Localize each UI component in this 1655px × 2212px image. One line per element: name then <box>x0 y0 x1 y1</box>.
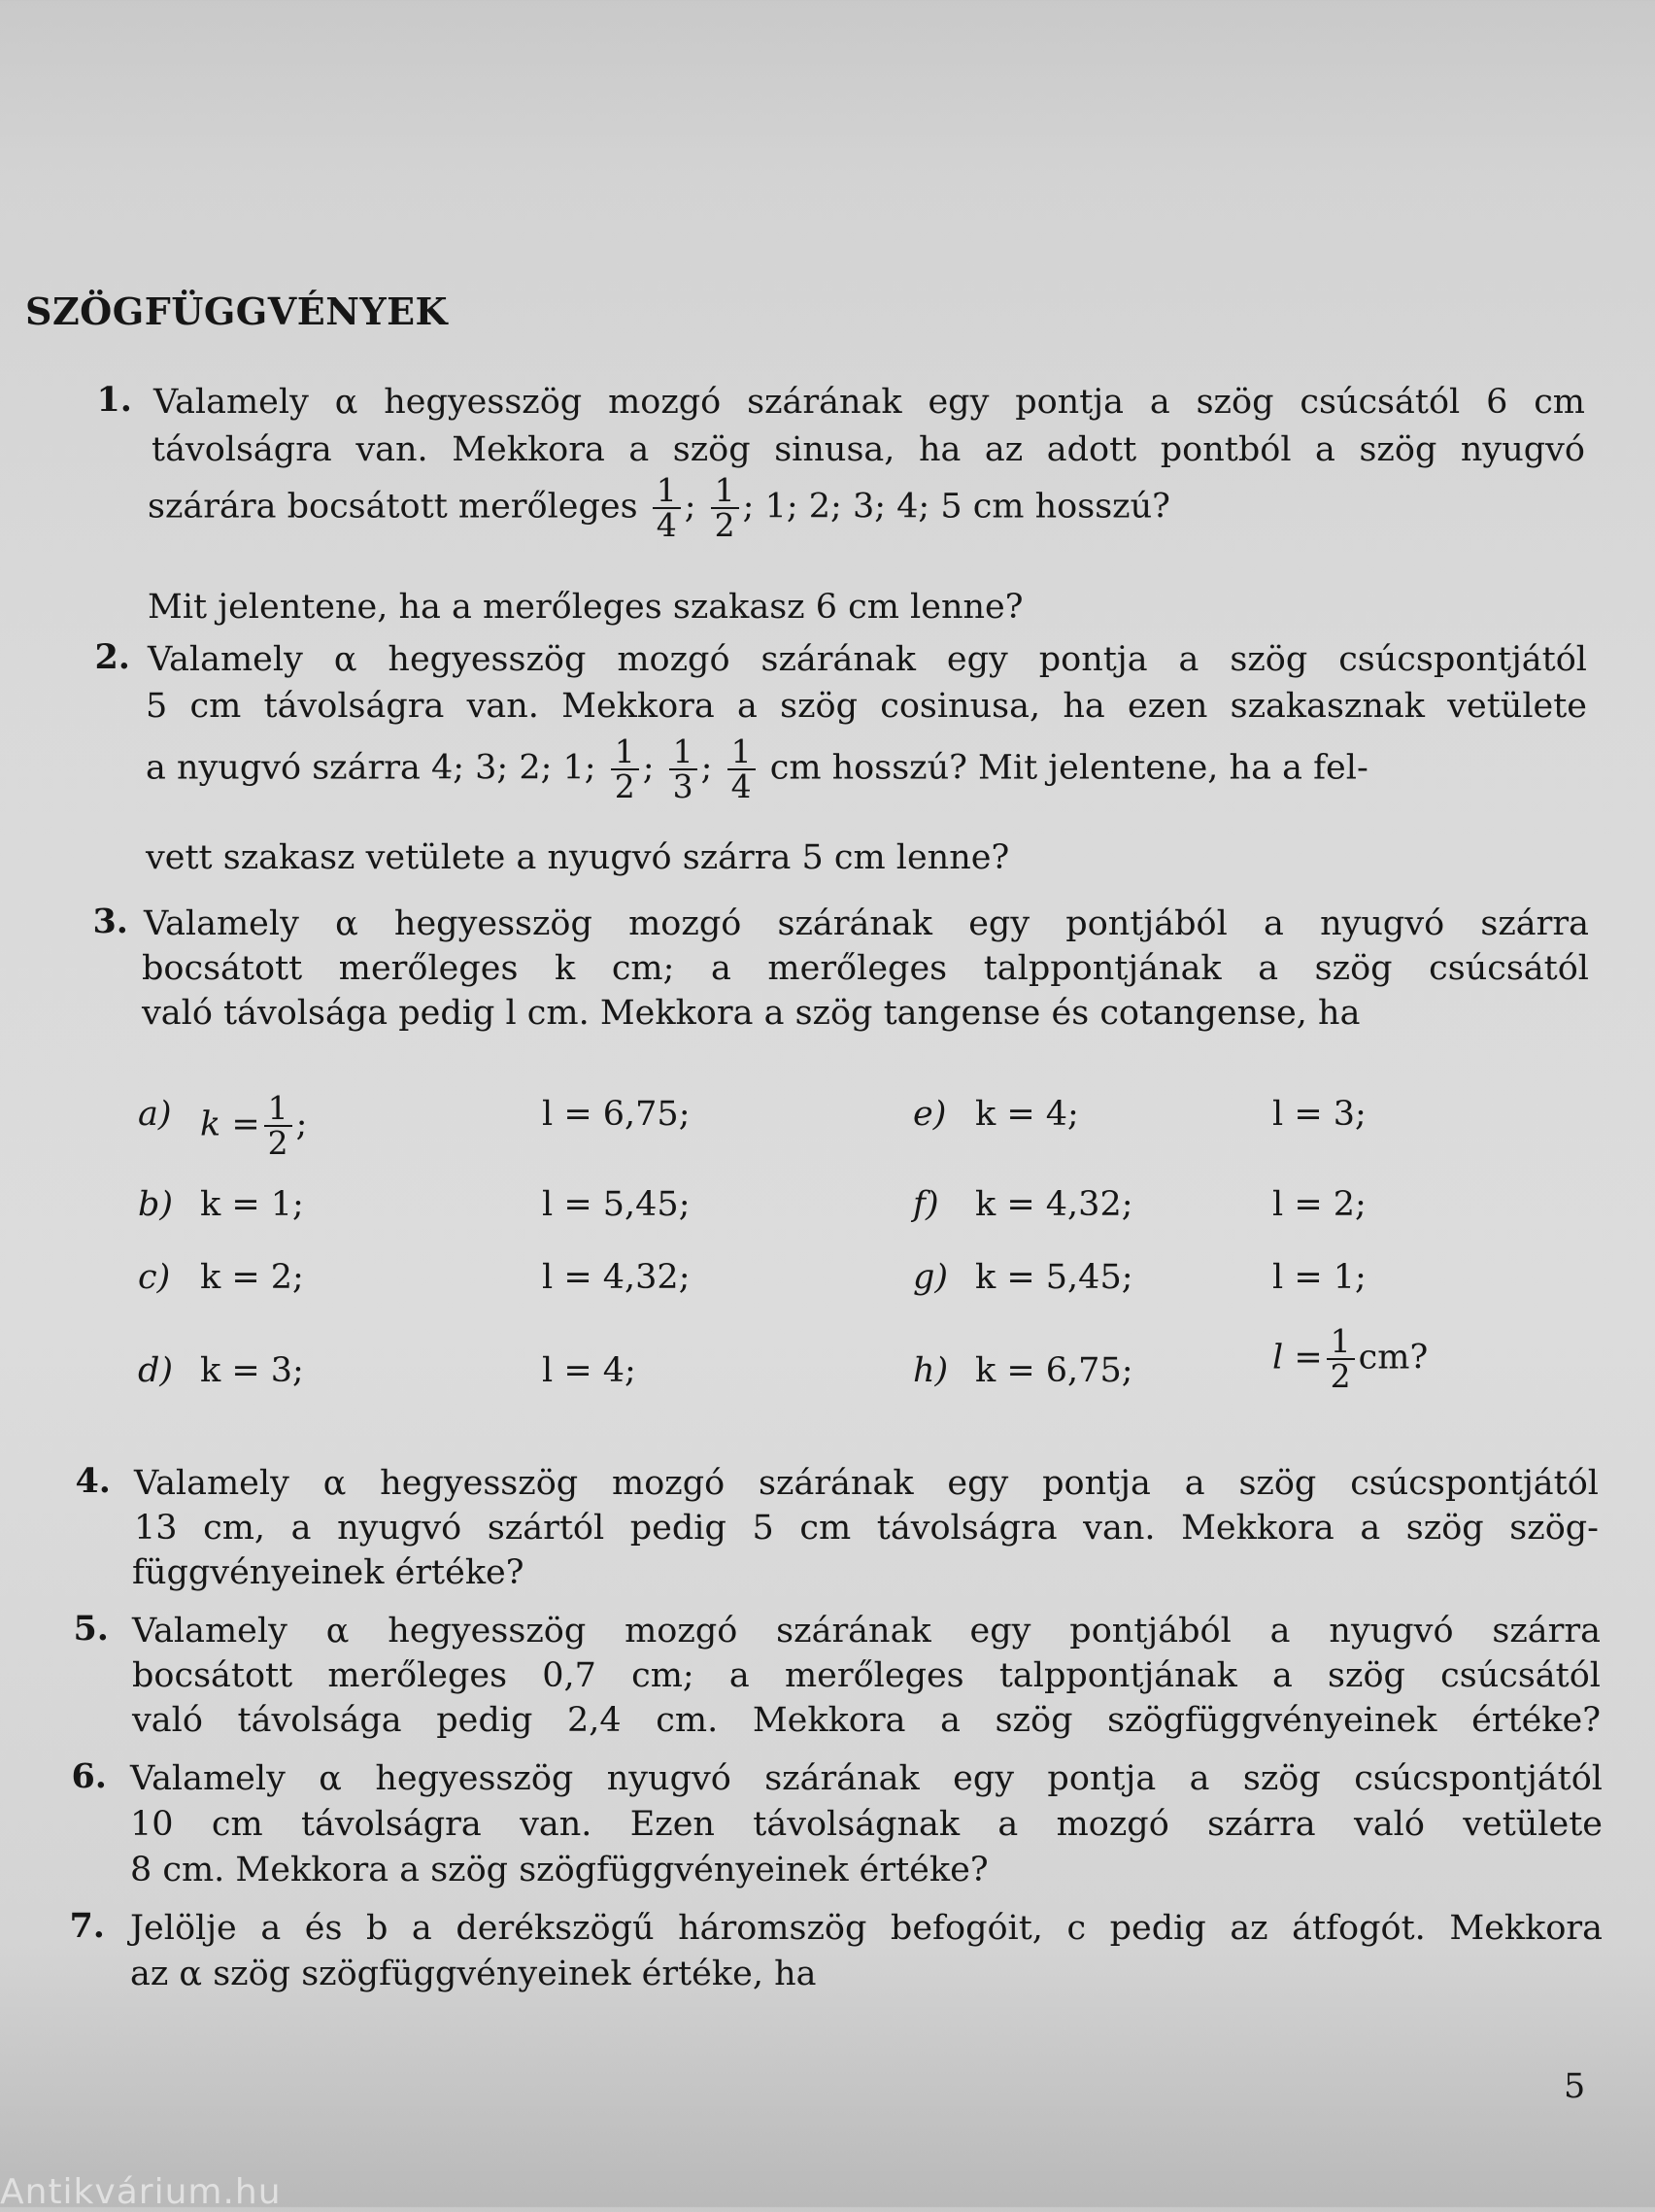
problem-number: 2. <box>94 637 130 677</box>
subitem-label: a) <box>138 1095 172 1134</box>
subitem-label: b) <box>138 1185 174 1224</box>
k-value: k = 6,75; <box>975 1351 1133 1390</box>
l-value: l = 5,45; <box>542 1185 691 1224</box>
problem-number: 1. <box>96 380 132 420</box>
fraction: $\frac{1}{3}$ <box>669 735 697 803</box>
problem-line: Valamely α hegyesszög mozgó szárának egy pontja a szög csúcsától 6 cm <box>153 383 1585 422</box>
page-number: 5 <box>1564 2067 1586 2106</box>
separator: ; <box>642 748 655 788</box>
fraction: $\frac{1}{4}$ <box>727 735 756 803</box>
subitem-label: h) <box>913 1351 949 1390</box>
problem-number: 5. <box>73 1609 109 1649</box>
problem-line: bocsátott merőleges k cm; a merőleges talppontjának a szög csúcsától <box>142 949 1589 988</box>
chapter-heading: SZÖGFÜGGVÉNYEK <box>25 289 449 333</box>
k-value: k = 4; <box>975 1095 1079 1134</box>
subitem-label: e) <box>913 1095 947 1134</box>
subitem-label: g) <box>913 1258 949 1297</box>
fraction: $\frac{1}{2}$ <box>264 1092 292 1160</box>
l-value: l = 4; <box>542 1351 636 1390</box>
problem-line: 10 cm távolságra van. Ezen távolságnak a mozgó szárra való vetülete <box>130 1805 1603 1844</box>
text-segment: a nyugvó szárra 4; 3; 2; 1; <box>146 748 596 788</box>
k-value: k = $\frac{1}{2}$ ; <box>200 1089 308 1162</box>
k-value: k = 1; <box>200 1185 304 1224</box>
problem-line: Mit jelentene, ha a merőleges szakasz 6 cm lenne? <box>148 588 1024 627</box>
l-value: l = 4,32; <box>542 1258 691 1297</box>
problem-number: 4. <box>75 1461 111 1501</box>
problem-line: 8 cm. Mekkora a szög szögfüggvényeinek értéke? <box>130 1851 989 1889</box>
watermark: Antikvárium.hu <box>0 2172 282 2212</box>
problem-line: 5 cm távolságra van. Mekkora a szög cosinusa, ha ezen szakasznak vetülete <box>146 687 1587 726</box>
fraction: $\frac{1}{2}$ <box>611 735 639 803</box>
problem-line: Valamely α hegyesszög mozgó szárának egy pontjából a nyugvó szárra <box>144 904 1589 943</box>
text-segment: ; 1; 2; 3; 4; 5 cm hosszú? <box>742 487 1170 527</box>
problem-line-with-fractions <box>146 732 1368 805</box>
l-value: l = 3; <box>1272 1095 1367 1134</box>
problem-line: való távolsága pedig 2,4 cm. Mekkora a szög szögfüggvényeinek értéke? <box>132 1701 1601 1740</box>
k-value: k = 4,32; <box>975 1185 1133 1224</box>
l-value: l = 1; <box>1272 1258 1367 1297</box>
fraction: $\frac{1}{2}$ <box>711 474 739 542</box>
fraction: $\frac{1}{4}$ <box>653 474 681 542</box>
text-segment: szárára bocsátott merőleges <box>148 487 638 527</box>
text-segment: cm hosszú? Mit jelentene, ha a fel- <box>769 748 1368 788</box>
problem-line: távolságra van. Mekkora a szög sinusa, ha az adott pontból a szög nyugvó <box>152 430 1585 469</box>
problem-line: Valamely α hegyesszög nyugvó szárának egy pontja a szög csúcspontjától <box>130 1759 1603 1798</box>
problem-line: az α szög szögfüggvényeinek értéke, ha <box>130 1955 817 1993</box>
separator: ; <box>700 748 713 788</box>
problem-number: 7. <box>69 1906 105 1946</box>
subitem-label: f) <box>913 1185 939 1224</box>
problem-line: való távolsága pedig l cm. Mekkora a szög tangense és cotangense, ha <box>142 994 1361 1033</box>
l-value: l = $\frac{1}{2}$ cm? <box>1272 1322 1429 1395</box>
problem-number: 3. <box>92 902 128 941</box>
problem-line-with-fractions <box>148 471 1170 544</box>
k-value: k = 2; <box>200 1258 304 1297</box>
problem-line: Valamely α hegyesszög mozgó szárának egy pontja a szög csúcspontjától <box>134 1464 1599 1503</box>
l-value: l = 2; <box>1272 1185 1367 1224</box>
problem-line: 13 cm, a nyugvó szártól pedig 5 cm távolságra van. Mekkora a szög szög- <box>134 1509 1599 1548</box>
problem-line: vett szakasz vetülete a nyugvó szárra 5 cm lenne? <box>146 838 1010 877</box>
problem-line: bocsátott merőleges 0,7 cm; a merőleges talppontjának a szög csúcsától <box>132 1656 1601 1695</box>
k-value: k = 3; <box>200 1351 304 1390</box>
separator: ; <box>684 487 696 527</box>
problem-line: Valamely α hegyesszög mozgó szárának egy pontjából a nyugvó szárra <box>132 1612 1601 1650</box>
l-value: l = 6,75; <box>542 1095 691 1134</box>
k-value: k = 5,45; <box>975 1258 1133 1297</box>
subitem-label: d) <box>138 1351 174 1390</box>
problem-line: függvényeinek értéke? <box>132 1553 524 1592</box>
fraction: $\frac{1}{2}$ <box>1327 1325 1355 1393</box>
subitem-label: c) <box>138 1258 171 1297</box>
problem-line: Valamely α hegyesszög mozgó szárának egy pontja a szög csúcspontjától <box>148 640 1587 679</box>
problem-line: Jelölje a és b a derékszögű háromszög befogóit, c pedig az átfogót. Mekkora <box>130 1909 1603 1948</box>
problem-number: 6. <box>71 1756 107 1796</box>
